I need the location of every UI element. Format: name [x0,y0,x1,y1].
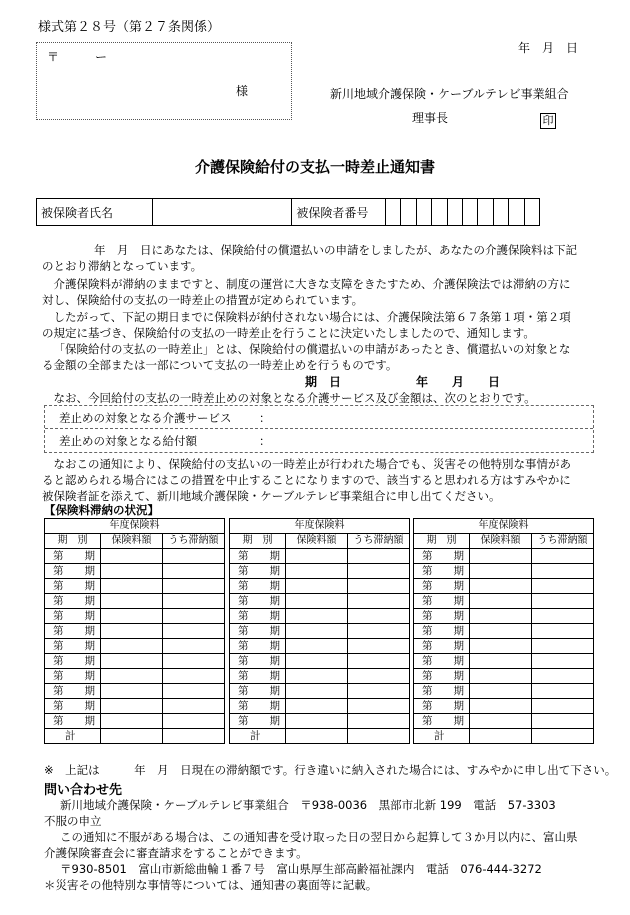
target-amount-row [59,433,271,449]
target-service-colon: ： [259,411,271,425]
period-label: 第 期 [414,549,470,564]
col-arrears: うち滞納額 [348,534,410,549]
recipient-suffix: 様 [236,84,249,98]
para-line: 「保険給付の支払の一時差止」とは、保険給付の償還払いの申請があったとき、償還払いの対象とな [53,342,571,356]
table-row [230,639,410,654]
premium-cell[interactable] [101,654,163,669]
arrears-cell[interactable] [163,594,225,609]
period-label: 第 期 [414,564,470,579]
period-label: 第 期 [45,639,101,654]
insured-number-digit[interactable] [478,199,493,226]
period-label: 第 期 [230,579,286,594]
para-line: なお、今回給付の支払の一時差止めの対象となる介護サービス及び金額は、次のとおりです。 [53,391,536,405]
insured-name-label: 被保険者氏名 [37,199,153,226]
arrears-cell[interactable] [163,609,225,624]
total-arrears-cell[interactable] [163,729,225,744]
col-period: 期 別 [45,534,101,549]
table-row [230,594,410,609]
paragraph-exception [42,456,592,504]
insured-number-digit[interactable] [509,199,524,226]
premium-cell[interactable] [101,699,163,714]
premium-cell[interactable] [470,654,532,669]
target-divider [45,428,593,429]
arrears-cell[interactable] [348,639,410,654]
col-period: 期 別 [230,534,286,549]
table-row [230,564,410,579]
premium-cell[interactable] [470,639,532,654]
premium-cell[interactable] [470,579,532,594]
period-label: 第 期 [230,699,286,714]
table-row [45,564,225,579]
arrears-cell[interactable] [532,684,594,699]
para-line: ると認められる場合にはこの措置を中止することになりますので、該当すると思われる方はすみやかに [42,473,571,487]
period-label: 第 期 [230,624,286,639]
total-premium-cell[interactable] [101,729,163,744]
period-label: 第 期 [414,594,470,609]
premium-cell[interactable] [470,564,532,579]
para-line: 被保険者証を添えて、新川地域介護保険・ケーブルテレビ事業組合に申し出てください。 [42,489,501,503]
arrears-cell[interactable] [532,549,594,564]
arrears-cell[interactable] [532,579,594,594]
arrears-cell[interactable] [348,624,410,639]
fiscal-year-header: 年度保険料 [230,519,410,534]
premium-cell[interactable] [470,594,532,609]
premium-cell[interactable] [286,624,348,639]
premium-cell[interactable] [101,639,163,654]
table-row [230,714,410,729]
paragraph-definition [42,341,592,373]
period-label: 第 期 [45,654,101,669]
period-label: 第 期 [45,549,101,564]
premium-cell[interactable] [101,714,163,729]
fiscal-year-header: 年度保険料 [45,519,225,534]
deadline-date: 年 月 日 [416,375,501,389]
period-label: 第 期 [414,639,470,654]
arrears-cell[interactable] [163,579,225,594]
total-arrears-cell[interactable] [532,729,594,744]
table-row [414,699,594,714]
table-row [414,684,594,699]
premium-cell[interactable] [470,669,532,684]
table-row [414,549,594,564]
period-label: 第 期 [230,594,286,609]
para-line: 対し、保険給付の支払の一時差止の措置が定められています。 [42,293,364,307]
arrears-cell[interactable] [348,714,410,729]
appeal-heading: 不服の申立 [44,814,102,828]
premium-cell[interactable] [286,639,348,654]
premium-cell[interactable] [286,699,348,714]
appeal-text: 介護保険審査会に審査請求をすることができます。 [44,846,308,860]
table-row [230,624,410,639]
period-label: 第 期 [414,669,470,684]
premium-cell[interactable] [101,564,163,579]
arrears-cell[interactable] [163,639,225,654]
period-label: 第 期 [230,714,286,729]
col-arrears: うち滞納額 [163,534,225,549]
table-row [45,669,225,684]
issue-date: 年 月 日 [518,41,579,55]
fiscal-year-header: 年度保険料 [414,519,594,534]
period-label: 第 期 [414,624,470,639]
col-premium: 保険料額 [101,534,163,549]
arrears-cell[interactable] [163,699,225,714]
premium-cell[interactable] [286,579,348,594]
arrears-cell[interactable] [532,654,594,669]
contact-heading: 問い合わせ先 [44,783,123,798]
premium-cell[interactable] [101,609,163,624]
period-label: 第 期 [230,639,286,654]
total-row [45,729,225,744]
arrears-cell[interactable] [348,654,410,669]
arrears-date-note: ※ 上記は 年 月 日現在の滞納額です。行き違いに納入された場合には、すみやかに申し出て下さい。 [44,763,617,777]
period-label: 第 期 [45,714,101,729]
premium-cell[interactable] [286,609,348,624]
paragraph-target [42,390,592,406]
arrears-cell[interactable] [532,669,594,684]
para-line: したがって、下記の期日までに保険料が納付されない場合には、介護保険法第６７条第１項・第２項 [53,310,571,324]
disaster-note: ＊災害その他特別な事情等については、通知書の裏面等に記載。 [44,878,378,892]
period-label: 第 期 [230,549,286,564]
target-amount-label: 差止めの対象となる給付額 [59,434,197,448]
chair-label: 理事長 [412,111,449,125]
arrears-cell[interactable] [532,639,594,654]
table-row [414,564,594,579]
arrears-cell[interactable] [163,654,225,669]
arrears-table [413,518,594,744]
table-row [414,669,594,684]
insured-name-field[interactable] [152,199,292,226]
period-label: 第 期 [45,684,101,699]
total-arrears-cell[interactable] [348,729,410,744]
arrears-cell[interactable] [348,594,410,609]
total-label: 計 [230,729,286,744]
arrears-cell[interactable] [532,624,594,639]
col-premium: 保険料額 [286,534,348,549]
period-label: 第 期 [414,699,470,714]
insured-number-digit[interactable] [524,199,539,226]
premium-cell[interactable] [286,654,348,669]
total-premium-cell[interactable] [286,729,348,744]
arrears-cell[interactable] [163,624,225,639]
period-label: 第 期 [45,624,101,639]
premium-cell[interactable] [101,624,163,639]
insured-number-digit[interactable] [447,199,462,226]
period-label: 第 期 [414,579,470,594]
seal-box [540,109,556,129]
table-row [414,609,594,624]
col-period: 期 別 [414,534,470,549]
insured-info-table [36,198,540,226]
premium-cell[interactable] [101,549,163,564]
period-label: 第 期 [230,654,286,669]
para-line: のとおり滞納となっています。 [42,259,203,273]
insured-number-digit[interactable] [401,199,416,226]
table-row [45,654,225,669]
premium-cell[interactable] [101,579,163,594]
insured-number-label: 被保険者番号 [292,199,386,226]
arrears-cell[interactable] [532,564,594,579]
table-row [414,639,594,654]
premium-cell[interactable] [101,594,163,609]
table-row [45,714,225,729]
para-line: る金額の全部または一部について支払の一時差止めを行うものです。 [42,358,398,372]
arrears-cell[interactable] [348,609,410,624]
premium-cell[interactable] [470,624,532,639]
paragraph-application [42,242,592,274]
arrears-table [229,518,410,744]
period-label: 第 期 [230,564,286,579]
issuer-name: 新川地域介護保険・ケーブルテレビ事業組合 [330,87,569,101]
period-label: 第 期 [414,609,470,624]
premium-cell[interactable] [286,714,348,729]
table-row [45,579,225,594]
target-service-row [59,410,271,426]
target-amount-colon: ： [259,434,271,448]
arrears-cell[interactable] [163,684,225,699]
contact-line: 新川地域介護保険・ケーブルテレビ事業組合 〒938-0036 黒部市北新 199 電話 57-3303 [60,798,556,812]
table-row [45,699,225,714]
para-line: の規定に基づき、保険給付の支払の一時差止を行うことに決定いたしましたので、通知します。 [42,326,535,340]
arrears-cell[interactable] [532,609,594,624]
table-row [230,579,410,594]
premium-cell[interactable] [286,669,348,684]
para-line: 介護保険料が滞納のままですと、制度の運営に大きな支障をきたすため、介護保険法では滞納の方に [53,277,571,291]
arrears-table [44,518,225,744]
table-row [45,624,225,639]
period-label: 第 期 [230,684,286,699]
arrears-cell[interactable] [163,549,225,564]
total-premium-cell[interactable] [470,729,532,744]
recipient-address-box [36,42,292,120]
period-label: 第 期 [45,699,101,714]
form-number: 様式第２８号（第２７条関係） [38,20,221,35]
table-row [230,669,410,684]
table-row [230,699,410,714]
total-label: 計 [45,729,101,744]
arrears-cell[interactable] [532,594,594,609]
arrears-cell[interactable] [163,564,225,579]
premium-cell[interactable] [470,549,532,564]
premium-cell[interactable] [470,609,532,624]
premium-cell[interactable] [470,699,532,714]
arrears-cell[interactable] [532,714,594,729]
table-row [414,624,594,639]
premium-cell[interactable] [470,714,532,729]
paragraph-arrears-rule [42,276,592,308]
target-box [44,405,594,453]
arrears-cell[interactable] [163,714,225,729]
col-premium: 保険料額 [470,534,532,549]
para-line: 年 月 日にあなたは、保険給付の償還払いの申請をしましたが、あなたの介護保険料は下記 [94,243,577,257]
paragraph-decision [42,309,592,341]
table-row [45,549,225,564]
appeal-text: この通知に不服がある場合は、この通知書を受け取った日の翌日から起算して３か月以内に、富山県 [60,830,578,844]
seal-mark: 印 [540,113,556,129]
total-row [414,729,594,744]
table-row [45,639,225,654]
premium-cell[interactable] [286,549,348,564]
period-label: 第 期 [414,654,470,669]
table-row [45,594,225,609]
insured-number-digit[interactable] [416,199,431,226]
arrears-cell[interactable] [348,669,410,684]
insured-number-digit[interactable] [462,199,477,226]
period-label: 第 期 [45,669,101,684]
total-label: 計 [414,729,470,744]
table-row [414,594,594,609]
total-row [230,729,410,744]
arrears-cell[interactable] [348,684,410,699]
table-row [230,684,410,699]
premium-cell[interactable] [286,684,348,699]
appeal-address: 〒930-8501 富山市新総曲輪１番７号 富山県厚生部高齢福祉課内 電話 076-444-3272 [60,862,542,876]
table-row [230,654,410,669]
period-label: 第 期 [414,714,470,729]
document-title: 介護保険給付の支払一時差止通知書 [194,158,435,176]
insured-number-digit[interactable] [493,199,508,226]
insured-number-digit[interactable] [385,199,400,226]
arrears-cell[interactable] [348,579,410,594]
premium-cell[interactable] [286,564,348,579]
table-row [414,579,594,594]
period-label: 第 期 [230,669,286,684]
table-row [230,549,410,564]
arrears-section-label: 【保険料滞納の状況】 [44,503,159,517]
period-label: 第 期 [45,579,101,594]
arrears-cell[interactable] [163,669,225,684]
arrears-cell[interactable] [532,699,594,714]
postal-mark: 〒 [47,50,60,64]
table-row [414,654,594,669]
period-label: 第 期 [45,564,101,579]
table-row [230,609,410,624]
postal-dash: ー [95,50,108,64]
premium-cell[interactable] [286,594,348,609]
period-label: 第 期 [414,684,470,699]
arrears-cell[interactable] [348,549,410,564]
period-label: 第 期 [45,609,101,624]
deadline-label: 期 日 [305,375,342,389]
target-service-label: 差止めの対象となる介護サービス [59,411,232,425]
arrears-cell[interactable] [348,699,410,714]
premium-cell[interactable] [101,684,163,699]
premium-cell[interactable] [470,684,532,699]
period-label: 第 期 [230,609,286,624]
col-arrears: うち滞納額 [532,534,594,549]
period-label: 第 期 [45,594,101,609]
arrears-cell[interactable] [348,564,410,579]
table-row [414,714,594,729]
premium-cell[interactable] [101,669,163,684]
table-row [45,609,225,624]
insured-number-digit[interactable] [432,199,447,226]
para-line: なおこの通知により、保険給付の支払いの一時差止が行われた場合でも、災害その他特別な事情があ [53,457,571,471]
table-row [45,684,225,699]
